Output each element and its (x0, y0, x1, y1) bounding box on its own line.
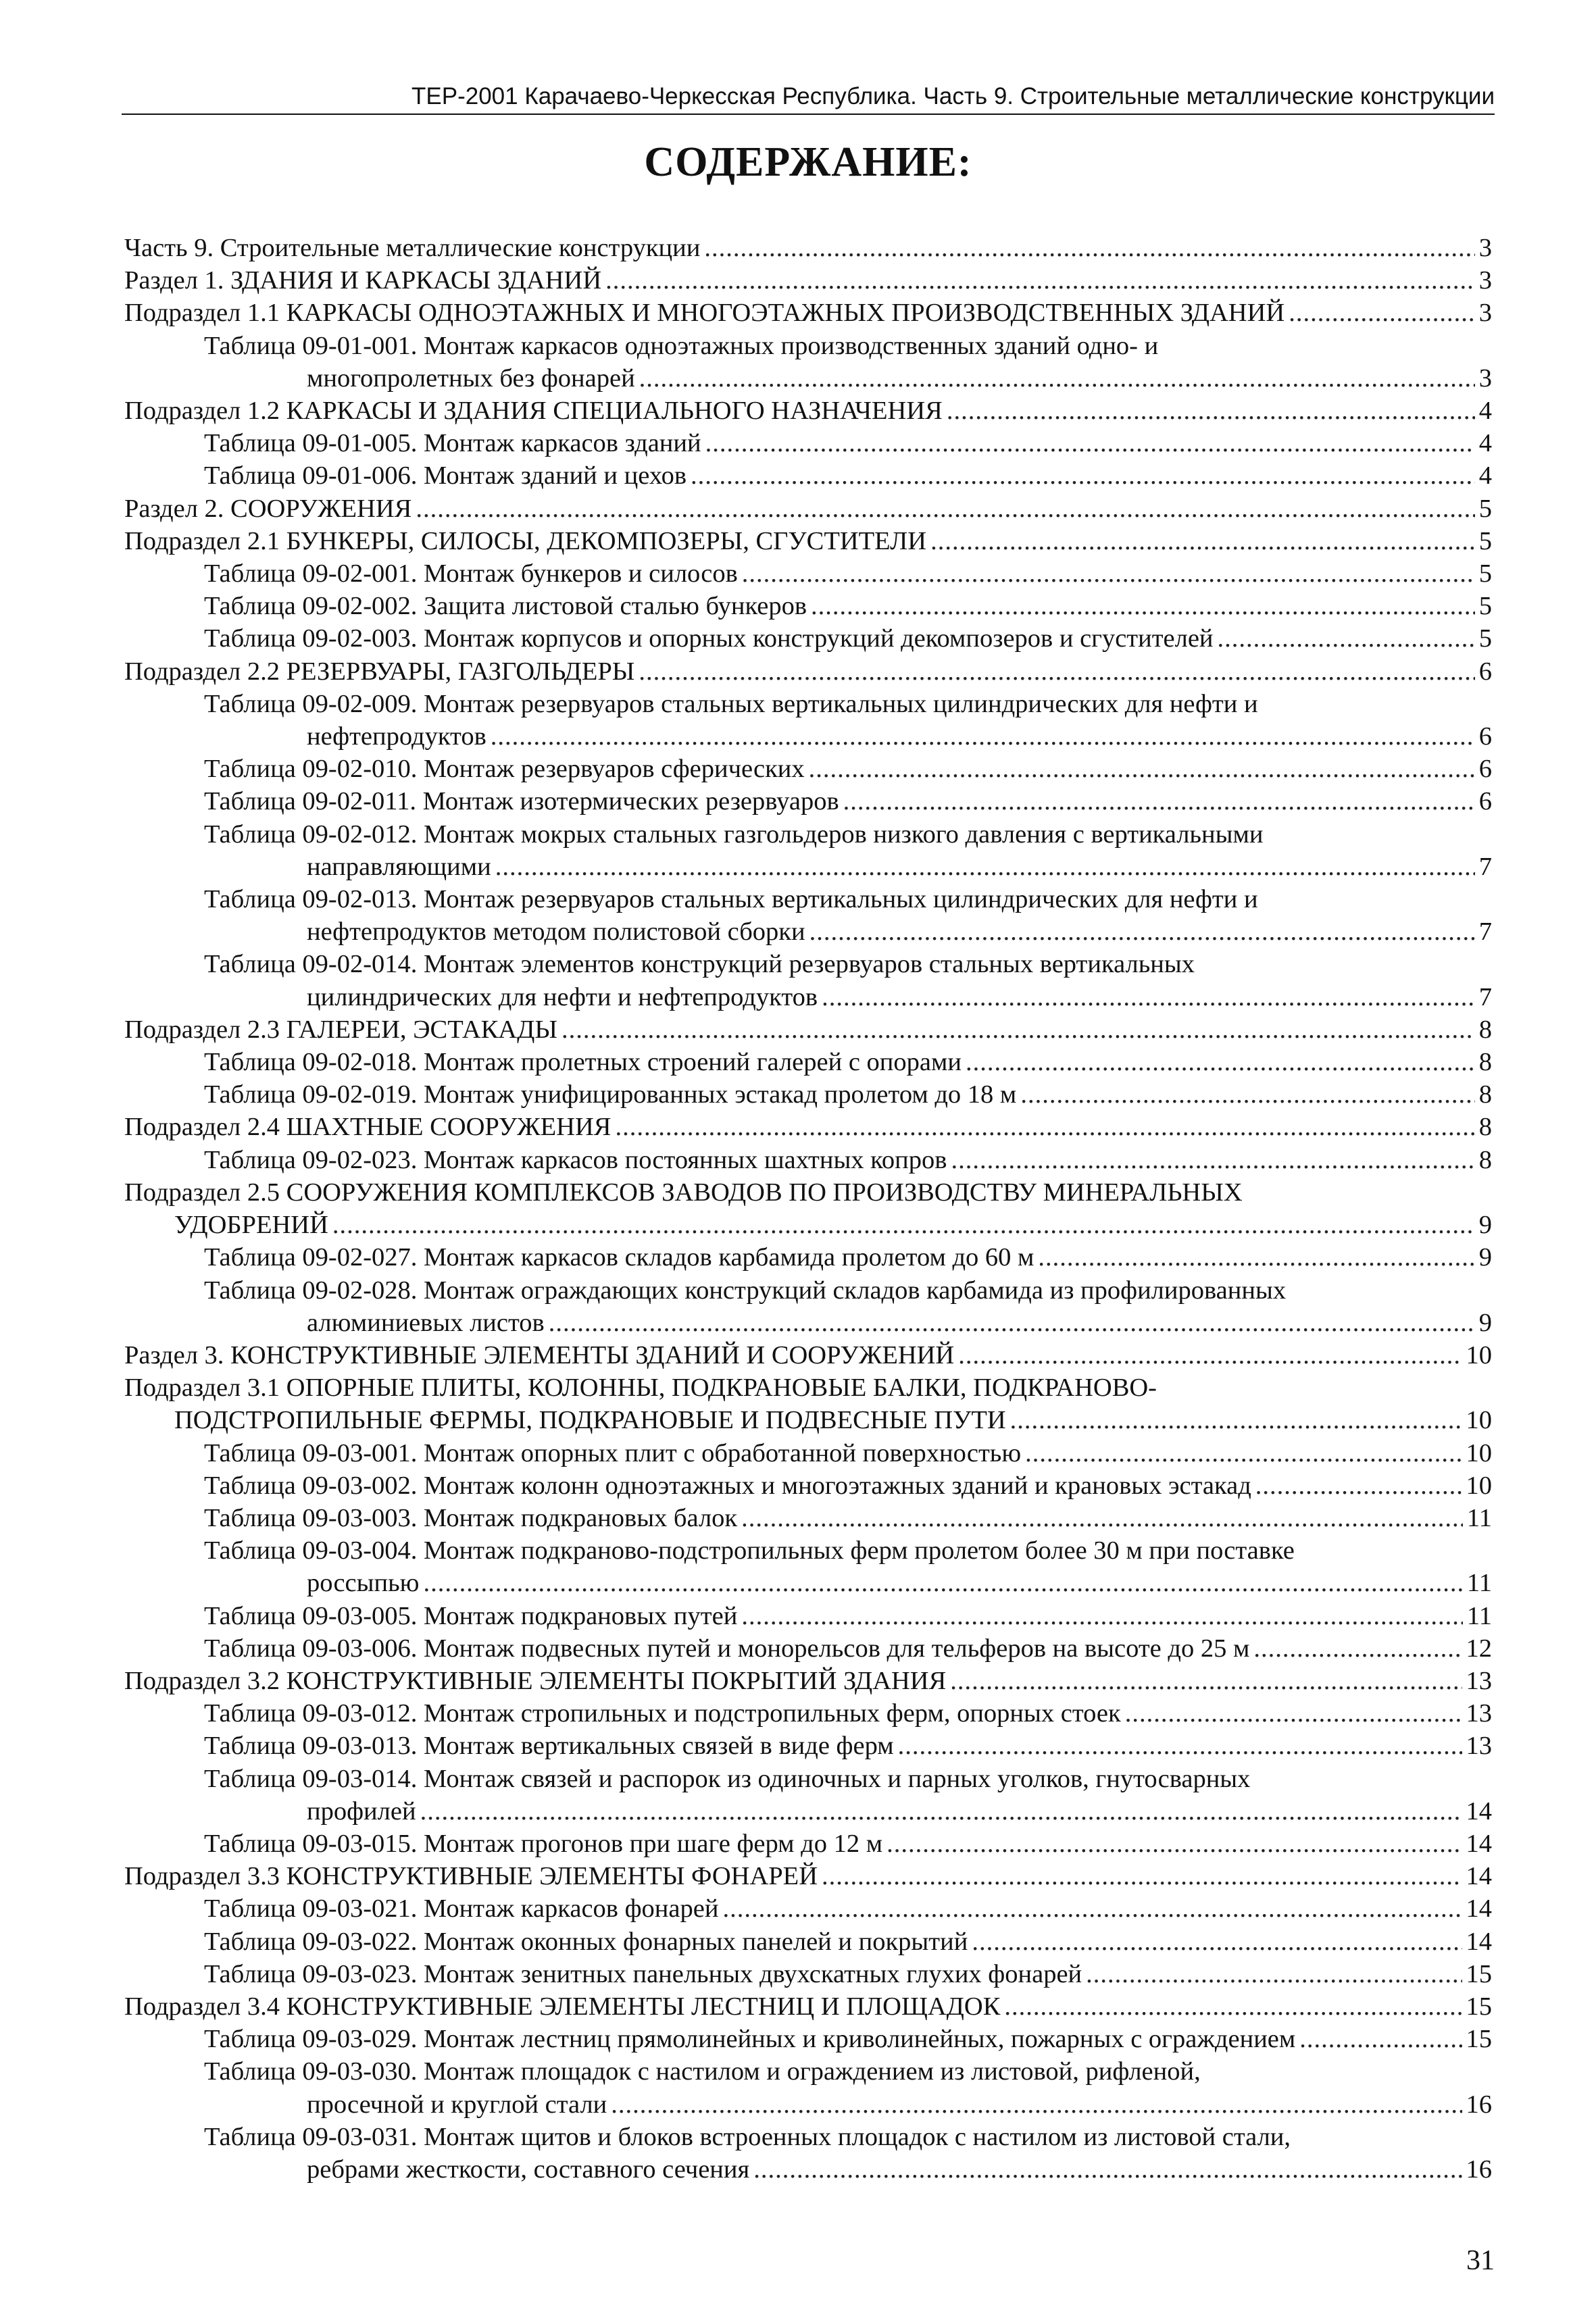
toc-entry-text: Таблица 09-03-021. Монтаж каркасов фонарей (204, 1894, 719, 1923)
toc-page-number: 10 (1466, 1471, 1492, 1500)
toc-page-number: 14 (1466, 1862, 1492, 1891)
toc-page-number: 14 (1466, 1894, 1492, 1923)
toc-entry-section[interactable] (124, 493, 1492, 525)
toc-page-number: 4 (1478, 397, 1492, 426)
toc-entry-table[interactable] (124, 459, 1492, 492)
toc-page-number: 4 (1478, 429, 1492, 458)
toc-page-number: 9 (1478, 1211, 1492, 1240)
toc-entry-section[interactable] (124, 1339, 1492, 1372)
toc-entry-text: Таблица 09-02-012. Монтаж мокрых стальных газгольдеров низкого давления с вертикальными (204, 820, 1264, 849)
toc-page-number: 4 (1478, 461, 1492, 491)
toc-page-number: 11 (1466, 1601, 1492, 1630)
toc-entry-subsection[interactable] (124, 1372, 1492, 1436)
dot-leader (639, 362, 1475, 395)
toc-entry-text: Подраздел 2.2 РЕЗЕРВУАРЫ, ГАЗГОЛЬДЕРЫ (124, 657, 635, 686)
toc-page-number: 8 (1478, 1145, 1492, 1174)
toc-entry-table[interactable] (124, 1600, 1492, 1632)
toc-page-number: 13 (1466, 1666, 1492, 1695)
dot-leader (951, 1144, 1474, 1176)
toc-entry-subsection[interactable] (124, 1176, 1492, 1241)
toc-page-number: 7 (1478, 917, 1492, 947)
toc-page-number: 10 (1466, 1340, 1492, 1369)
toc-entry-subsection[interactable] (124, 1013, 1492, 1046)
toc-entry-text: Подраздел 3.4 КОНСТРУКТИВНЫЕ ЭЛЕМЕНТЫ ЛЕСТНИЦ И ПЛОЩАДОК (124, 1992, 1001, 2021)
toc-page-number: 8 (1478, 1015, 1492, 1044)
toc-entry-table[interactable] (124, 785, 1492, 818)
dot-leader (562, 1013, 1475, 1046)
toc-entry-table[interactable] (124, 1892, 1492, 1925)
toc-entry-text: многопролетных без фонарей (307, 363, 635, 393)
toc-entry-text: Таблица 09-03-002. Монтаж колонн одноэтажных и многоэтажных зданий и крановых эстакад (204, 1471, 1251, 1500)
toc-entry-text: Таблица 09-02-018. Монтаж пролетных строений галерей с опорами (204, 1048, 962, 1077)
toc-entry-table[interactable] (124, 2055, 1492, 2120)
dot-leader (1020, 1078, 1474, 1111)
dot-leader (898, 1730, 1462, 1762)
toc-page-number: 5 (1478, 559, 1492, 588)
toc-entry-text: Таблица 09-01-006. Монтаж зданий и цехов (204, 461, 687, 491)
toc-page-number: 5 (1478, 526, 1492, 555)
table-of-contents (124, 232, 1492, 2186)
toc-entry-table[interactable] (124, 1632, 1492, 1665)
toc-page-number: 14 (1466, 1796, 1492, 1826)
dot-leader (639, 655, 1474, 688)
toc-entry-text: Таблица 09-03-005. Монтаж подкрановых путей (204, 1601, 738, 1630)
toc-entry-text: Таблица 09-03-014. Монтаж связей и распорок из одиночных и парных уголков, гнутосварных (204, 1764, 1251, 1793)
toc-entry-subsection[interactable] (124, 655, 1492, 688)
toc-entry-table[interactable] (124, 622, 1492, 655)
toc-page-number: 16 (1466, 2090, 1492, 2119)
toc-entry-text: Подраздел 3.3 КОНСТРУКТИВНЫЕ ЭЛЕМЕНТЫ ФОНАРЕЙ (124, 1862, 818, 1891)
running-header: ТЕР-2001 Карачаево-Черкесская Республика. Часть 9. Строительные металлические конструкции (122, 80, 1495, 115)
toc-entry-text: Подраздел 2.3 ГАЛЕРЕИ, ЭСТАКАДЫ (124, 1015, 557, 1044)
toc-entry-text: Таблица 09-03-013. Монтаж вертикальных связей в виде ферм (204, 1732, 894, 1761)
toc-page-number: 6 (1478, 722, 1492, 751)
toc-entry-text: Подраздел 2.1 БУНКЕРЫ, СИЛОСЫ, ДЕКОМПОЗЕРЫ, СГУСТИТЕЛИ (124, 526, 927, 555)
toc-entry-table[interactable] (124, 1437, 1492, 1469)
toc-page-number: 11 (1466, 1503, 1492, 1532)
toc-entry-text: профилей (307, 1796, 416, 1826)
dot-leader (1004, 1990, 1462, 2023)
toc-entry-subsection[interactable] (124, 1111, 1492, 1143)
toc-entry-table[interactable] (124, 557, 1492, 590)
toc-entry-table[interactable] (124, 1144, 1492, 1176)
toc-page-number: 10 (1466, 1438, 1492, 1467)
toc-entry-table[interactable] (124, 1828, 1492, 1860)
dot-leader (1218, 622, 1475, 655)
toc-entry-text: Раздел 1. ЗДАНИЯ И КАРКАСЫ ЗДАНИЙ (124, 266, 602, 295)
toc-entry-text: Подраздел 1.1 КАРКАСЫ ОДНОЭТАЖНЫХ И МНОГОЭТАЖНЫХ ПРОИЗВОДСТВЕННЫХ ЗДАНИЙ (124, 299, 1285, 328)
toc-entry-table[interactable] (124, 1078, 1492, 1111)
toc-entry-text: Часть 9. Строительные металлические конструкции (124, 234, 701, 262)
toc-entry-text: Таблица 09-03-003. Монтаж подкрановых балок (204, 1503, 738, 1532)
toc-entry-text: Подраздел 1.2 КАРКАСЫ И ЗДАНИЯ СПЕЦИАЛЬНОГО НАЗНАЧЕНИЯ (124, 397, 943, 426)
dot-leader (822, 981, 1475, 1013)
toc-entry-table[interactable] (124, 1763, 1492, 1828)
toc-page-number: 13 (1466, 1699, 1492, 1728)
dot-leader (947, 395, 1475, 427)
dot-leader (549, 1307, 1475, 1339)
dot-leader (809, 753, 1475, 785)
toc-entry-table[interactable] (124, 1241, 1492, 1274)
toc-entry-text: Таблица 09-03-001. Монтаж опорных плит с обработанной поверхностью (204, 1438, 1022, 1467)
dot-leader (332, 1209, 1475, 1241)
dot-leader (742, 557, 1475, 590)
dot-leader (741, 1502, 1463, 1534)
dot-leader (615, 1111, 1474, 1143)
dot-leader (611, 2088, 1462, 2121)
toc-entry-text: Таблица 09-03-031. Монтаж щитов и блоков встроенных площадок с настилом из листовой стали, (204, 2122, 1291, 2151)
toc-entry-text: Таблица 09-02-002. Защита листовой сталью бункеров (204, 592, 807, 621)
toc-entry-text: Таблица 09-03-023. Монтаж зенитных панельных двухскатных глухих фонарей (204, 1959, 1082, 1988)
toc-page-number: 14 (1466, 1927, 1492, 1956)
dot-leader (809, 915, 1475, 948)
toc-entry-table[interactable] (124, 330, 1492, 395)
toc-entry-table[interactable] (124, 948, 1492, 1013)
toc-entry-table[interactable] (124, 1534, 1492, 1599)
toc-entry-table[interactable] (124, 1469, 1492, 1502)
dot-leader (966, 1046, 1475, 1078)
toc-entry-table[interactable] (124, 427, 1492, 459)
toc-entry-text: Таблица 09-02-027. Монтаж каркасов складов карбамида пролетом до 60 м (204, 1243, 1034, 1272)
dot-leader (705, 427, 1475, 459)
toc-page-number: 8 (1478, 1113, 1492, 1142)
dot-leader (1125, 1697, 1462, 1730)
toc-entry-text: Таблица 09-02-003. Монтаж корпусов и опорных конструкций декомпозеров и сгустителей (204, 624, 1214, 653)
dot-leader (811, 590, 1475, 622)
toc-page-number: 11 (1466, 1569, 1492, 1598)
toc-entry-text: Раздел 2. СООРУЖЕНИЯ (124, 494, 412, 523)
page-title: СОДЕРЖАНИЕ: (644, 139, 972, 185)
toc-page-number: 6 (1478, 755, 1492, 784)
toc-entry-table[interactable] (124, 1926, 1492, 1958)
toc-entry-table[interactable] (124, 1274, 1492, 1339)
dot-leader (495, 851, 1475, 883)
dot-leader (704, 232, 1474, 264)
toc-page-number: 12 (1466, 1634, 1492, 1663)
toc-page-number: 3 (1478, 299, 1492, 328)
toc-page-number: 3 (1478, 363, 1492, 393)
dot-leader (491, 720, 1475, 753)
toc-entry-text: Таблица 09-03-030. Монтаж площадок с настилом и ограждением из листовой, рифленой, (204, 2057, 1201, 2086)
toc-page-number: 16 (1466, 2155, 1492, 2184)
toc-entry-table[interactable] (124, 590, 1492, 622)
toc-page-number: 15 (1466, 1959, 1492, 1988)
dot-leader (753, 2153, 1462, 2186)
toc-entry-text: Таблица 09-03-012. Монтаж стропильных и подстропильных ферм, опорных стоек (204, 1699, 1121, 1728)
toc-entry-text: Раздел 3. КОНСТРУКТИВНЫЕ ЭЛЕМЕНТЫ ЗДАНИЙ И СООРУЖЕНИЙ (124, 1340, 955, 1369)
toc-entry-text: Подраздел 3.2 КОНСТРУКТИВНЫЕ ЭЛЕМЕНТЫ ПОКРЫТИЙ ЗДАНИЯ (124, 1666, 947, 1695)
toc-entry-text: Таблица 09-02-011. Монтаж изотермических резервуаров (204, 787, 839, 816)
toc-page-number: 14 (1466, 1829, 1492, 1858)
toc-entry-text: Таблица 09-01-005. Монтаж каркасов зданий (204, 429, 701, 458)
toc-page-number: 6 (1478, 657, 1492, 686)
dot-leader (1253, 1632, 1462, 1665)
toc-page-number: 10 (1466, 1406, 1492, 1435)
toc-page-number: 5 (1478, 624, 1492, 653)
toc-page-number: 8 (1478, 1048, 1492, 1077)
toc-entry-table[interactable] (124, 1046, 1492, 1078)
dot-leader (741, 1600, 1463, 1632)
toc-entry-text: Таблица 09-02-019. Монтаж унифицированных эстакад пролетом до 18 м (204, 1080, 1017, 1109)
page-number: 31 (1466, 2245, 1495, 2276)
toc-entry-text: алюминиевых листов (307, 1308, 545, 1337)
toc-page-number: 3 (1478, 266, 1492, 295)
toc-entry-text: Таблица 09-02-028. Монтаж ограждающих конструкций складов карбамида из профилированных (204, 1276, 1287, 1305)
toc-entry-table[interactable] (124, 688, 1492, 753)
toc-page-number: 8 (1478, 1080, 1492, 1109)
toc-page-number: 7 (1478, 982, 1492, 1011)
toc-entry-text: Таблица 09-02-001. Монтаж бункеров и силосов (204, 559, 738, 588)
toc-page-number: 15 (1466, 2025, 1492, 2054)
toc-entry-text: Таблица 09-02-023. Монтаж каркасов постоянных шахтных копров (204, 1145, 947, 1174)
toc-entry-text: Подраздел 2.5 СООРУЖЕНИЯ КОМПЛЕКСОВ ЗАВОДОВ ПО ПРОИЗВОДСТВУ МИНЕРАЛЬНЫХ (124, 1178, 1243, 1207)
dot-leader (958, 1339, 1462, 1372)
toc-entry-text: ПОДСТРОПИЛЬНЫЕ ФЕРМЫ, ПОДКРАНОВЫЕ И ПОДВЕСНЫЕ ПУТИ (174, 1406, 1006, 1435)
dot-leader (972, 1926, 1462, 1958)
toc-page-number: 15 (1466, 1992, 1492, 2021)
dot-leader (950, 1665, 1462, 1697)
toc-page-number: 5 (1478, 494, 1492, 523)
toc-entry-section[interactable] (124, 232, 1492, 264)
dot-leader (416, 493, 1474, 525)
toc-page-number: 9 (1478, 1308, 1492, 1337)
dot-leader (1255, 1469, 1462, 1502)
dot-leader (1299, 2023, 1462, 2055)
toc-entry-text: Таблица 09-02-010. Монтаж резервуаров сферических (204, 755, 805, 784)
toc-entry-section[interactable] (124, 264, 1492, 297)
toc-entry-subsection[interactable] (124, 297, 1492, 329)
toc-entry-text: Таблица 09-03-029. Монтаж лестниц прямолинейных и криволинейных, пожарных с ограждением (204, 2025, 1296, 2054)
toc-entry-subsection[interactable] (124, 395, 1492, 427)
toc-entry-table[interactable] (124, 1502, 1492, 1534)
dot-leader (822, 1860, 1462, 1892)
dot-leader (1289, 297, 1475, 329)
toc-entry-subsection[interactable] (124, 1665, 1492, 1697)
toc-entry-text: направляющими (307, 852, 491, 881)
toc-entry-table[interactable] (124, 2023, 1492, 2055)
toc-page-number: 3 (1478, 234, 1492, 262)
toc-entry-text: УДОБРЕНИЙ (174, 1211, 328, 1240)
toc-entry-text: Подраздел 3.1 ОПОРНЫЕ ПЛИТЫ, КОЛОННЫ, ПОДКРАНОВЫЕ БАЛКИ, ПОДКРАНОВО- (124, 1374, 1157, 1403)
toc-entry-text: Таблица 09-02-013. Монтаж резервуаров стальных вертикальных цилиндрических для нефти и (204, 885, 1258, 914)
toc-entry-text: Таблица 09-03-015. Монтаж прогонов при шаге ферм до 12 м (204, 1829, 883, 1858)
toc-entry-subsection[interactable] (124, 525, 1492, 557)
toc-entry-text: россыпью (307, 1569, 420, 1598)
dot-leader (1038, 1241, 1474, 1274)
toc-entry-table[interactable] (124, 1730, 1492, 1762)
toc-entry-text: просечной и круглой стали (307, 2090, 607, 2119)
toc-entry-text: Таблица 09-03-022. Монтаж оконных фонарных панелей и покрытий (204, 1927, 968, 1956)
toc-entry-table[interactable] (124, 1958, 1492, 1990)
toc-page-number: 7 (1478, 852, 1492, 881)
toc-entry-text: Таблица 09-01-001. Монтаж каркасов одноэтажных производственных зданий одно- и (204, 331, 1159, 360)
dot-leader (1086, 1958, 1462, 1990)
toc-page-number: 13 (1466, 1732, 1492, 1761)
toc-entry-table[interactable] (124, 1697, 1492, 1730)
dot-leader (420, 1795, 1462, 1828)
dot-leader (423, 1567, 1462, 1599)
toc-entry-text: Подраздел 2.4 ШАХТНЫЕ СООРУЖЕНИЯ (124, 1113, 612, 1142)
toc-page-number: 5 (1478, 592, 1492, 621)
toc-entry-table[interactable] (124, 753, 1492, 785)
toc-entry-table[interactable] (124, 2121, 1492, 2186)
toc-entry-subsection[interactable] (124, 1860, 1492, 1892)
dot-leader (1025, 1437, 1462, 1469)
toc-entry-text: Таблица 09-02-009. Монтаж резервуаров стальных вертикальных цилиндрических для нефти и (204, 689, 1258, 718)
toc-entry-text: Таблица 09-02-014. Монтаж элементов конструкций резервуаров стальных вертикальных (204, 950, 1195, 979)
toc-entry-subsection[interactable] (124, 1990, 1492, 2023)
toc-page-number: 9 (1478, 1243, 1492, 1272)
dot-leader (605, 264, 1475, 297)
toc-entry-text: цилиндрических для нефти и нефтепродуктов (307, 982, 818, 1011)
toc-entry-text: Таблица 09-03-004. Монтаж подкраново-подстропильных ферм пролетом более 30 м при поставке (204, 1536, 1295, 1565)
toc-entry-table[interactable] (124, 883, 1492, 948)
dot-leader (843, 785, 1475, 818)
dot-leader (691, 459, 1475, 492)
toc-page-number: 6 (1478, 787, 1492, 816)
dot-leader (1010, 1404, 1462, 1436)
dot-leader (722, 1892, 1462, 1925)
dot-leader (930, 525, 1475, 557)
toc-entry-text: Таблица 09-03-006. Монтаж подвесных путей и монорельсов для тельферов на высоте до 25 м (204, 1634, 1250, 1663)
toc-entry-text: нефтепродуктов методом полистовой сборки (307, 917, 805, 947)
toc-entry-table[interactable] (124, 818, 1492, 883)
toc-entry-text: нефтепродуктов (307, 722, 487, 751)
dot-leader (887, 1828, 1462, 1860)
toc-entry-text: ребрами жесткости, составного сечения (307, 2155, 750, 2184)
